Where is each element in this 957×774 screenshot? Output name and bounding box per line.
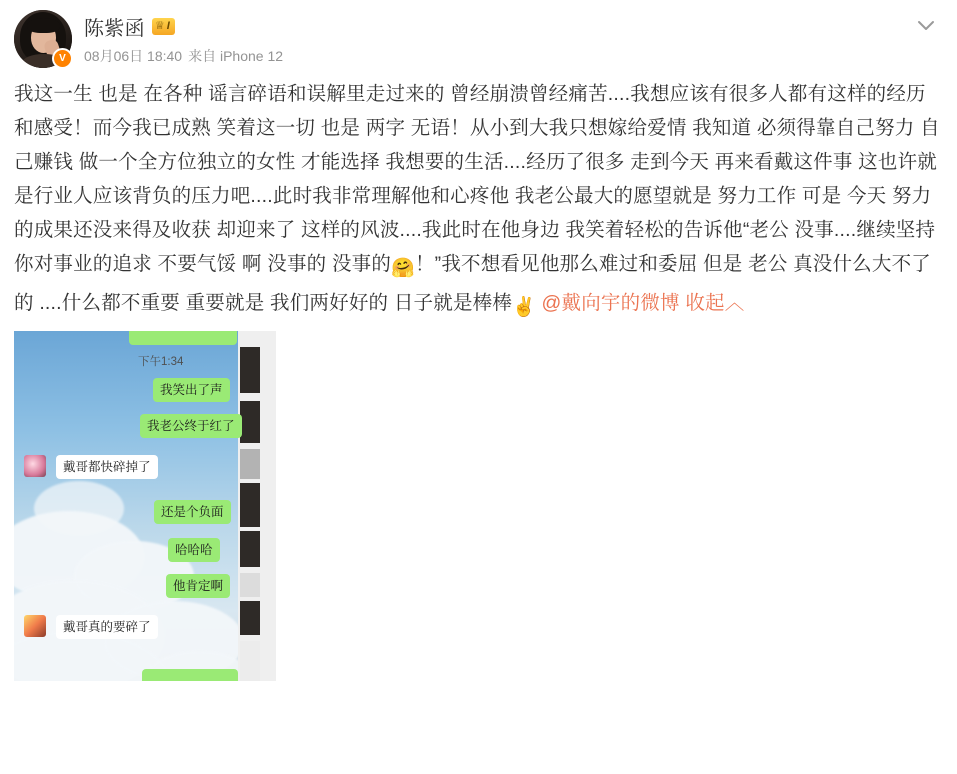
collapse-label: 收起 (685, 292, 725, 314)
username[interactable]: 陈紫函 (84, 17, 145, 40)
collapse-toggle[interactable]: 收起︿ (685, 292, 745, 314)
post-subline (84, 46, 943, 66)
chevron-down-icon[interactable] (913, 12, 939, 38)
vip-level-label: I (166, 19, 170, 32)
chat-bubble-outgoing-4: 哈哈哈 (168, 538, 220, 562)
chat-bubble-outgoing-5: 他肯定啊 (166, 574, 230, 598)
crown-icon: ♕ (154, 19, 165, 32)
post-text (14, 77, 943, 325)
name-row (84, 13, 943, 39)
avatar[interactable] (14, 10, 72, 68)
chat-thread (14, 331, 276, 681)
verified-badge-icon: V (52, 48, 73, 69)
mention-link[interactable]: @戴向宇的微博 (541, 292, 680, 314)
post-source[interactable]: 来自 iPhone 12 (188, 48, 284, 64)
post-date[interactable]: 08月06日 18:40 (84, 48, 183, 64)
post-text-part2: ！”我不想看见他那么难过和委屈 但是 老公 真没什么大不了的 ....什么都不重要 重要就是 我们两好好的 日子就是棒棒 (14, 253, 931, 314)
post-text-part1: 我这一生 也是 在各种 谣言碎语和误解里走过来的 曾经崩溃曾经痛苦....我想应该有很多人都有这样的经历和感受！而今我已成熟 笑着这一切 也是 两字 无语！从小到大我只想嫁给爱情 我知道 必须得靠自己努力 自己赚钱 做一个全方位独立的女性 才能选择 我想要的生活....经历了很多 走到今天 再来看戴这件事 这也许就是行业人应该背负的压力吧....此时我非常理解他和心疼他 我老公最大的愿望就是 努力工作 可是 今天 努力的成果还没来得及收获 却迎来了 这样的风波....我此时在他身边 我笑着轻松的告诉他“老公 没事....继续坚持你对事业的追求 不要气馁 啊 没事的 没事的 (14, 83, 940, 275)
clipped-bubble-bottom (142, 669, 238, 681)
post-meta (84, 10, 943, 66)
hug-emoji-icon: 🤗 (391, 258, 415, 279)
post-header (14, 10, 943, 68)
vip-badge[interactable] (152, 18, 175, 35)
chat-bubble-outgoing-1: 我笑出了声 (153, 378, 230, 402)
chat-bubble-incoming-2: 戴哥真的要碎了 (56, 615, 158, 639)
clipped-bubble-top (129, 331, 237, 345)
chat-avatar-incoming-2 (24, 615, 46, 637)
chat-timestamp: 下午1:34 (138, 356, 184, 368)
chat-avatar-incoming-1 (24, 455, 46, 477)
chat-bubble-incoming-1: 戴哥都快碎掉了 (56, 455, 158, 479)
chat-bubble-outgoing-3: 还是个负面 (154, 500, 231, 524)
victory-emoji-icon: ✌ (512, 297, 536, 318)
chat-bubble-outgoing-2: 我老公终于红了 (140, 414, 242, 438)
post-image[interactable] (14, 331, 276, 681)
